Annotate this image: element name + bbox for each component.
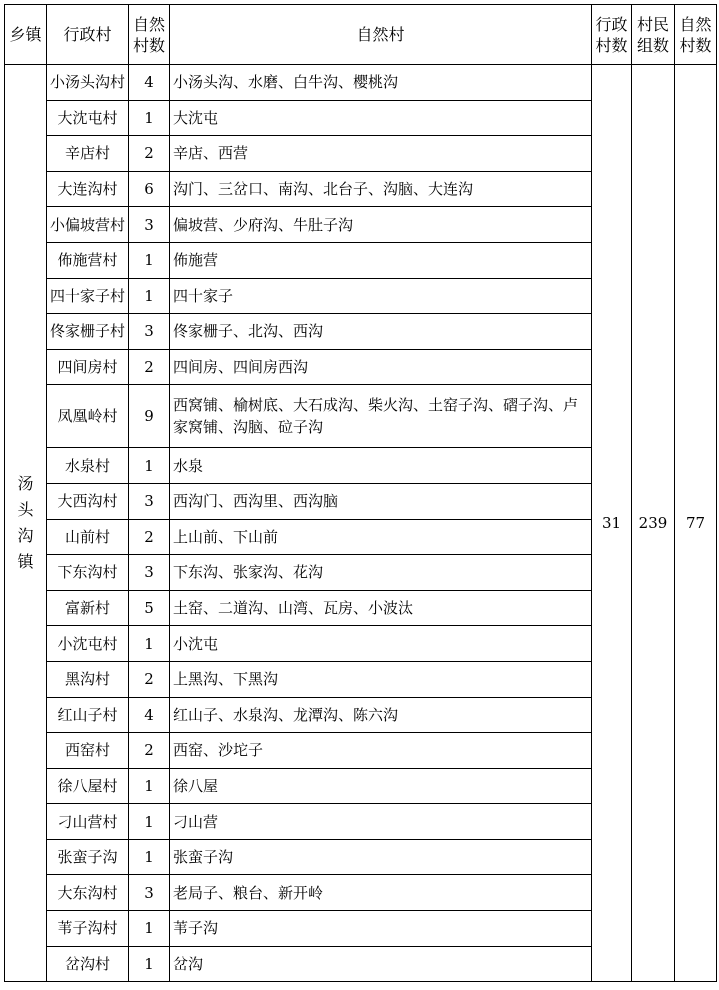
header-row <box>5 5 717 65</box>
natural-count-cell: 1 <box>129 278 170 314</box>
natural-count-cell: 1 <box>129 242 170 278</box>
natural-villages-cell: 土窑、二道沟、山湾、瓦房、小波汰 <box>170 590 592 626</box>
natural-villages-cell: 水泉 <box>170 448 592 484</box>
natural-count-cell: 4 <box>129 65 170 101</box>
admin-village-cell: 黑沟村 <box>47 661 129 697</box>
natural-count-cell: 3 <box>129 483 170 519</box>
natural-villages-cell: 佈施营 <box>170 242 592 278</box>
natural-villages-cell: 红山子、水泉沟、龙潭沟、陈六沟 <box>170 697 592 733</box>
natural-count-cell: 2 <box>129 519 170 555</box>
admin-village-cell: 四十家子村 <box>47 278 129 314</box>
header-town: 乡镇 <box>5 5 47 65</box>
natural-villages-cell: 张蛮子沟 <box>170 839 592 875</box>
total-natural-villages-cell: 77 <box>675 65 717 982</box>
town-name-char: 沟 <box>17 526 34 546</box>
header-group-total: 村民 组数 <box>632 5 675 65</box>
admin-village-cell: 小汤头沟村 <box>47 65 129 101</box>
natural-villages-cell: 徐八屋 <box>170 768 592 804</box>
admin-village-cell: 张蛮子沟 <box>47 839 129 875</box>
natural-count-cell: 1 <box>129 768 170 804</box>
natural-villages-cell: 偏坡营、少府沟、牛肚子沟 <box>170 207 592 243</box>
natural-villages-cell: 小沈屯 <box>170 626 592 662</box>
admin-village-cell: 大西沟村 <box>47 483 129 519</box>
natural-count-cell: 1 <box>129 448 170 484</box>
village-table <box>4 4 717 982</box>
admin-village-cell: 徐八屋村 <box>47 768 129 804</box>
natural-count-cell: 1 <box>129 911 170 947</box>
header-natural-count: 自然 村数 <box>129 5 170 65</box>
table-row <box>5 65 717 101</box>
natural-villages-cell: 上山前、下山前 <box>170 519 592 555</box>
natural-villages-cell: 西窝铺、榆树底、大石成沟、柴火沟、土窑子沟、磖子沟、卢家窝铺、沟脑、砬子沟 <box>170 385 592 448</box>
admin-village-cell: 水泉村 <box>47 448 129 484</box>
admin-village-cell: 大沈屯村 <box>47 100 129 136</box>
town-name-cell <box>5 65 47 982</box>
natural-villages-cell: 上黑沟、下黑沟 <box>170 661 592 697</box>
admin-village-cell: 富新村 <box>47 590 129 626</box>
natural-count-cell: 3 <box>129 875 170 911</box>
natural-villages-cell: 西窑、沙坨子 <box>170 733 592 769</box>
admin-village-cell: 佈施营村 <box>47 242 129 278</box>
natural-count-cell: 6 <box>129 171 170 207</box>
natural-count-cell: 5 <box>129 590 170 626</box>
header-natural-total: 自然 村数 <box>675 5 717 65</box>
natural-villages-cell: 西沟门、西沟里、西沟脑 <box>170 483 592 519</box>
total-villager-groups-cell: 239 <box>632 65 675 982</box>
natural-count-cell: 3 <box>129 207 170 243</box>
natural-count-cell: 3 <box>129 555 170 591</box>
natural-villages-cell: 岔沟 <box>170 946 592 982</box>
natural-villages-cell: 四十家子 <box>170 278 592 314</box>
natural-count-cell: 1 <box>129 804 170 840</box>
admin-village-cell: 大连沟村 <box>47 171 129 207</box>
admin-village-cell: 大东沟村 <box>47 875 129 911</box>
natural-villages-cell: 下东沟、张家沟、花沟 <box>170 555 592 591</box>
natural-villages-cell: 老局子、粮台、新开岭 <box>170 875 592 911</box>
natural-count-cell: 1 <box>129 100 170 136</box>
admin-village-cell: 四间房村 <box>47 349 129 385</box>
natural-villages-cell: 四间房、四间房西沟 <box>170 349 592 385</box>
natural-villages-cell: 佟家栅子、北沟、西沟 <box>170 314 592 350</box>
natural-villages-cell: 小汤头沟、水磨、白牛沟、樱桃沟 <box>170 65 592 101</box>
header-natural-villages: 自然村 <box>170 5 592 65</box>
admin-village-cell: 佟家栅子村 <box>47 314 129 350</box>
natural-count-cell: 9 <box>129 385 170 448</box>
natural-count-cell: 1 <box>129 946 170 982</box>
natural-villages-cell: 辛店、西营 <box>170 136 592 172</box>
natural-count-cell: 2 <box>129 349 170 385</box>
natural-villages-cell: 刁山营 <box>170 804 592 840</box>
natural-count-cell: 2 <box>129 661 170 697</box>
natural-villages-cell: 苇子沟 <box>170 911 592 947</box>
admin-village-cell: 凤凰岭村 <box>47 385 129 448</box>
natural-villages-cell: 大沈屯 <box>170 100 592 136</box>
town-name-char: 镇 <box>17 552 34 572</box>
natural-count-cell: 3 <box>129 314 170 350</box>
admin-village-cell: 小沈屯村 <box>47 626 129 662</box>
admin-village-cell: 下东沟村 <box>47 555 129 591</box>
natural-count-cell: 2 <box>129 733 170 769</box>
natural-count-cell: 1 <box>129 839 170 875</box>
admin-village-cell: 岔沟村 <box>47 946 129 982</box>
admin-village-cell: 山前村 <box>47 519 129 555</box>
town-name-char: 头 <box>17 500 34 520</box>
header-admin-total: 行政 村数 <box>592 5 632 65</box>
town-name-char: 汤 <box>17 474 34 494</box>
admin-village-cell: 小偏坡营村 <box>47 207 129 243</box>
admin-village-cell: 辛店村 <box>47 136 129 172</box>
admin-village-cell: 红山子村 <box>47 697 129 733</box>
admin-village-cell: 刁山营村 <box>47 804 129 840</box>
admin-village-cell: 西窑村 <box>47 733 129 769</box>
total-admin-villages-cell: 31 <box>592 65 632 982</box>
natural-count-cell: 2 <box>129 136 170 172</box>
header-admin-village: 行政村 <box>47 5 129 65</box>
natural-count-cell: 4 <box>129 697 170 733</box>
natural-count-cell: 1 <box>129 626 170 662</box>
natural-villages-cell: 沟门、三岔口、南沟、北台子、沟脑、大连沟 <box>170 171 592 207</box>
admin-village-cell: 苇子沟村 <box>47 911 129 947</box>
